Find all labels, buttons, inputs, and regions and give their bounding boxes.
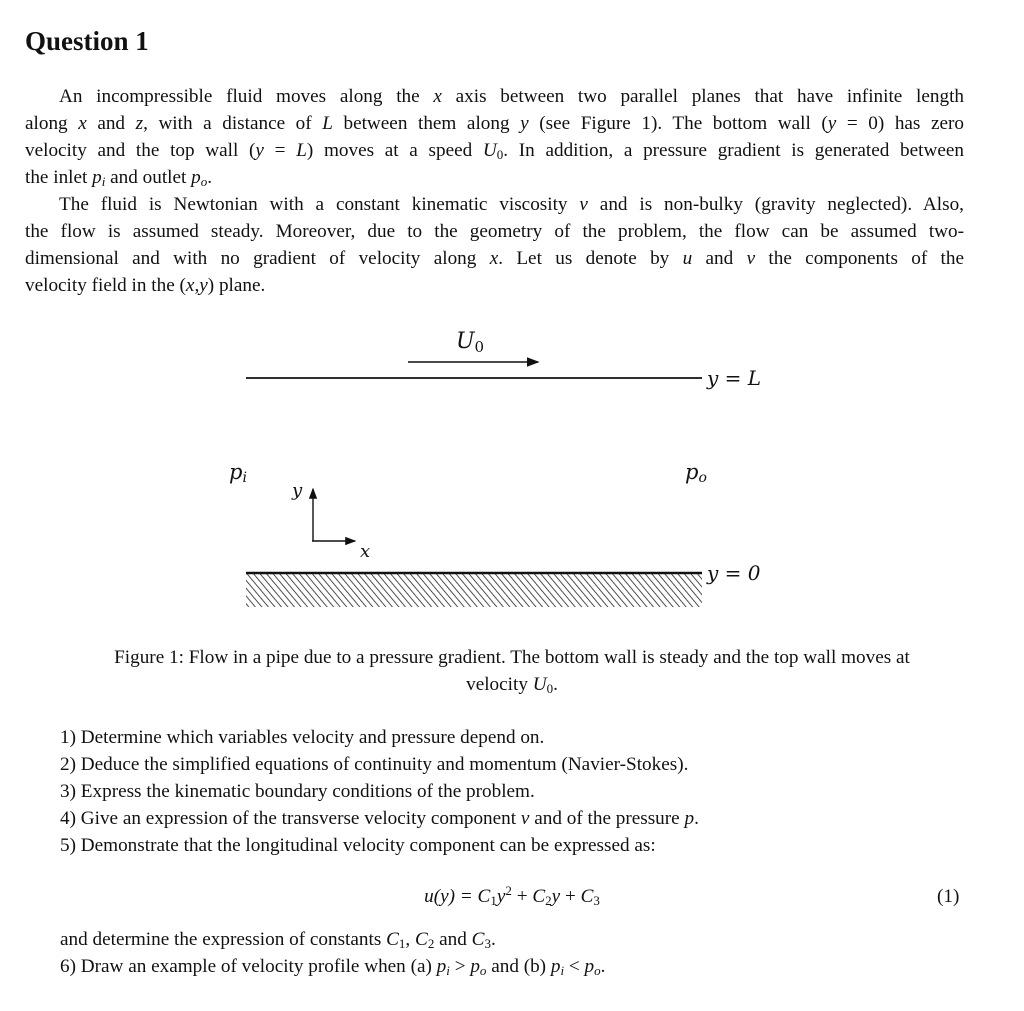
- paragraph-line: An incompressible fluid moves along the x axis between two parallel planes that have infinite length: [59, 86, 964, 107]
- question-title: Question 1: [25, 26, 149, 56]
- axis-y-label: y: [292, 480, 303, 501]
- question-item-2: 2) Deduce the simplified equations of continuity and momentum (Navier-Stokes).: [60, 754, 689, 775]
- question-item-3: 3) Express the kinematic boundary conditions of the problem.: [60, 781, 535, 802]
- question-item-1: 1) Determine which variables velocity and pressure depend on.: [60, 727, 545, 748]
- outlet-pressure-label: po: [685, 460, 707, 486]
- top-wall-velocity-label: U0: [456, 329, 485, 356]
- bottom-wall-hatching: [246, 573, 702, 607]
- inlet-pressure-label: pi: [229, 460, 247, 486]
- question-item-5: 5) Demonstrate that the longitudinal velocity component can be expressed as:: [60, 835, 656, 856]
- question-item-6: 6) Draw an example of velocity profile when (a) $p_i > p_o$ and (b) $p_i < p_o$.: [60, 956, 606, 978]
- axis-x-label: x: [360, 541, 371, 562]
- equation-number: (1): [937, 886, 960, 907]
- coordinate-axes-icon: [312, 489, 355, 541]
- bottom-wall-label: y = 0: [707, 561, 761, 585]
- constants-instruction: and determine the expression of constants $C_1$, $C_2$ and $C_3$.: [60, 929, 496, 951]
- figure-caption: Figure 1: Flow in a pipe due to a pressure gradient. The bottom wall is steady and the top wall moves at velocity $U_0$.: [114, 647, 910, 696]
- paragraph-line: the flow is assumed steady. Moreover, due to the geometry of the problem, the flow can be assumed two-: [25, 221, 964, 242]
- paragraph-line: the inlet $p_i$ and outlet $p_o$.: [25, 167, 213, 189]
- velocity-equation: $u(y) = C_1y^2 + C_2y + C_3$: [424, 883, 600, 908]
- paragraph-line: along x and z, with a distance of L between them along y (see Figure 1). The bottom wall (y = 0) has zero: [25, 113, 964, 134]
- question-item-4: 4) Give an expression of the transverse velocity component v and of the pressure p.: [60, 808, 699, 829]
- paragraph-line: velocity and the top wall (y = L) moves at a speed $U_0$. In addition, a pressure gradient is generated between: [25, 140, 964, 162]
- paragraph-line: velocity field in the (x,y) plane.: [25, 275, 266, 296]
- top-wall-label: y = L: [707, 366, 762, 390]
- paragraph-line: dimensional and with no gradient of velocity along x. Let us denote by u and v the components of the: [25, 248, 964, 269]
- paragraph-line: The fluid is Newtonian with a constant kinematic viscosity v and is non-bulky (gravity neglected). Also,: [59, 194, 964, 215]
